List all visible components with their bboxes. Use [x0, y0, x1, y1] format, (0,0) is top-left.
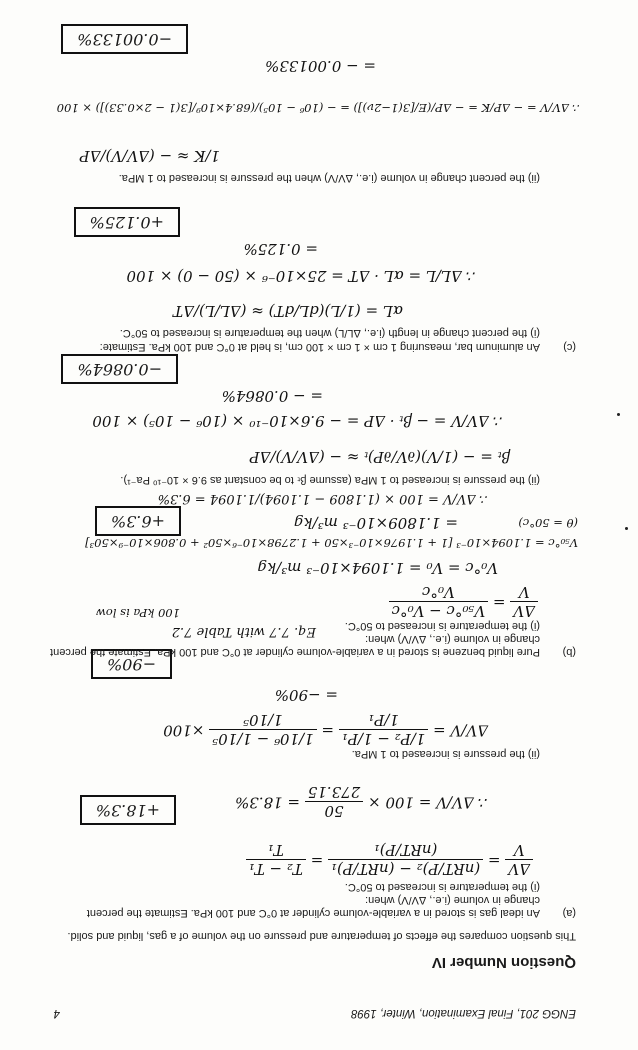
part-a-ii-prompt: (ii) the pressure is increased to 1 MPa.	[351, 748, 540, 760]
part-b-ii-answer-box: −0.0864%	[61, 354, 178, 384]
part-b-i-line4: ∴ ΔV/V = 100 × (1.1809 − 1.1094)/1.1094 = 6.3%	[157, 491, 488, 506]
part-b-label: (b)	[562, 646, 576, 658]
part-a-ii-work: ΔV/V = 1/P₂ − 1/P₁ 1/P₁ = 1/10⁶ − 1/10⁵ 1/10⁵ ×100	[163, 711, 488, 748]
part-c-ii-answer-box: −0.00133%	[61, 24, 188, 54]
part-a-i-answer-box: +18.3%	[80, 795, 176, 825]
part-c-ii-line1: 1/K ≈ − (ΔV/V)/ΔP	[79, 147, 220, 165]
part-b-i-theta: (θ = 50°c)	[518, 516, 578, 530]
part-a-i-work-line2: ∴ ΔV/V = 100 × 50 273.15 = 18.3%	[235, 783, 488, 820]
part-c-ii-prompt: (ii) the percent change in volume (i.e., ΔV/V) when the pressure is increased to 1 MPa.	[118, 172, 540, 184]
part-a-ii-answer-box: −90%	[91, 649, 172, 679]
question-title: Question Number IV	[431, 954, 576, 971]
part-b-ii-line3: = − 0.0864%	[221, 387, 323, 405]
part-b-i-prompt: (i) the temperature is increased to 50°C.	[344, 620, 540, 632]
part-b-ii-line2: ∴ ΔV/V = − βₜ · ΔP = − 9.6×10⁻¹⁰ × (10⁶ − 10⁵) × 100	[92, 412, 503, 430]
part-b-i-note: Eq. 7.7 with Table 7.2	[171, 624, 316, 639]
part-c-ii-line3: = − 0.00133%	[265, 57, 376, 75]
part-c-ii-line2: ∴ ΔV/V = − ΔP/K = − ΔP/(E/[3(1−2ν)]) = − (10⁶ − 10⁵)/(68.4×10⁹/[3(1 − 2×0.33)]) × 100	[56, 101, 580, 115]
part-c-label: (c)	[563, 341, 576, 353]
part-c-i-line1: αL = (1/L)(dL/dT) ≈ (ΔL/L)/ΔT	[173, 302, 403, 320]
part-c-i-line3: = 0.125%	[243, 240, 318, 258]
part-b-i-line3: = 1.1809×10⁻³ m³/kg	[293, 514, 458, 532]
part-a-i-prompt: (i) the temperature is increased to 50°C.	[344, 881, 540, 893]
part-c-i-prompt: (i) the percent change in length (i.e., ΔL/L) when the temperature is increased to 50°C.	[119, 327, 540, 339]
part-c-text: An aluminum bar, measuring 1 cm × 1 cm × 100 cm, is held at 0°C and 100 kPa. Estimate:	[99, 341, 540, 353]
part-b-ii-prompt: (ii) the pressure is increased to 1 MPa (assume βₜ to be constant as 9.6 × 10⁻¹⁰ Pa⁻¹).	[120, 474, 540, 486]
part-b-i-fraction: ΔV V = V₅₀°c − V₀°c V₀°c	[389, 583, 538, 620]
part-b-i-note2: 100 kPa is low	[96, 606, 180, 620]
question-intro: This question compares the effects of temperature and pressure on the volume of a gas, liquid and solid.	[67, 930, 576, 942]
part-b-i-line2: V₅₀°c = 1.1094×10⁻³ [1 + 1.1976×10⁻³×50 + 1.2798×10⁻⁶×50² + 0.806×10⁻⁹×50³]	[85, 536, 578, 550]
part-b-text: Pure liquid benzene is stored in a variable-volume cylinder at 0°C and 100 kPa. Estimate the percent change in volume (i.e., ΔV/V) when:	[50, 633, 540, 658]
part-a-ii-result: = −90%	[274, 686, 338, 704]
part-a-i-work-line1: ΔV V = (nRT/P)₂ − (nRT/P)₁ (nRT/P)₁ = T₂ − T₁ T₁	[246, 841, 533, 878]
scan-speck	[617, 413, 620, 416]
part-c-i-line2: ∴ ΔL/L = αL · ΔT = 25×10⁻⁶ × (50 − 0) × 100	[126, 267, 476, 285]
scan-speck	[625, 527, 628, 530]
page-number: 4	[53, 1007, 60, 1019]
part-a-label: (a)	[562, 907, 576, 919]
part-b-i-answer-box: +6.3%	[95, 506, 181, 536]
part-a-text: An ideal gas is stored in a variable-volume cylinder at 0°C and 100 kPa. Estimate the percent change in volume (i.e., ΔV/V) when:	[86, 894, 540, 919]
part-b-i-line1: V₀°c = V₀ = 1.1094×10⁻³ m³/kg	[257, 559, 498, 577]
course-header: ENGG 201, Final Examination, Winter, 1998	[351, 1007, 576, 1019]
part-b-ii-line1: βₜ = − (1/V)(∂V/∂P)ₜ ≈ − (ΔV/V)/ΔP	[249, 448, 510, 466]
part-c-i-answer-box: +0.125%	[74, 207, 180, 237]
